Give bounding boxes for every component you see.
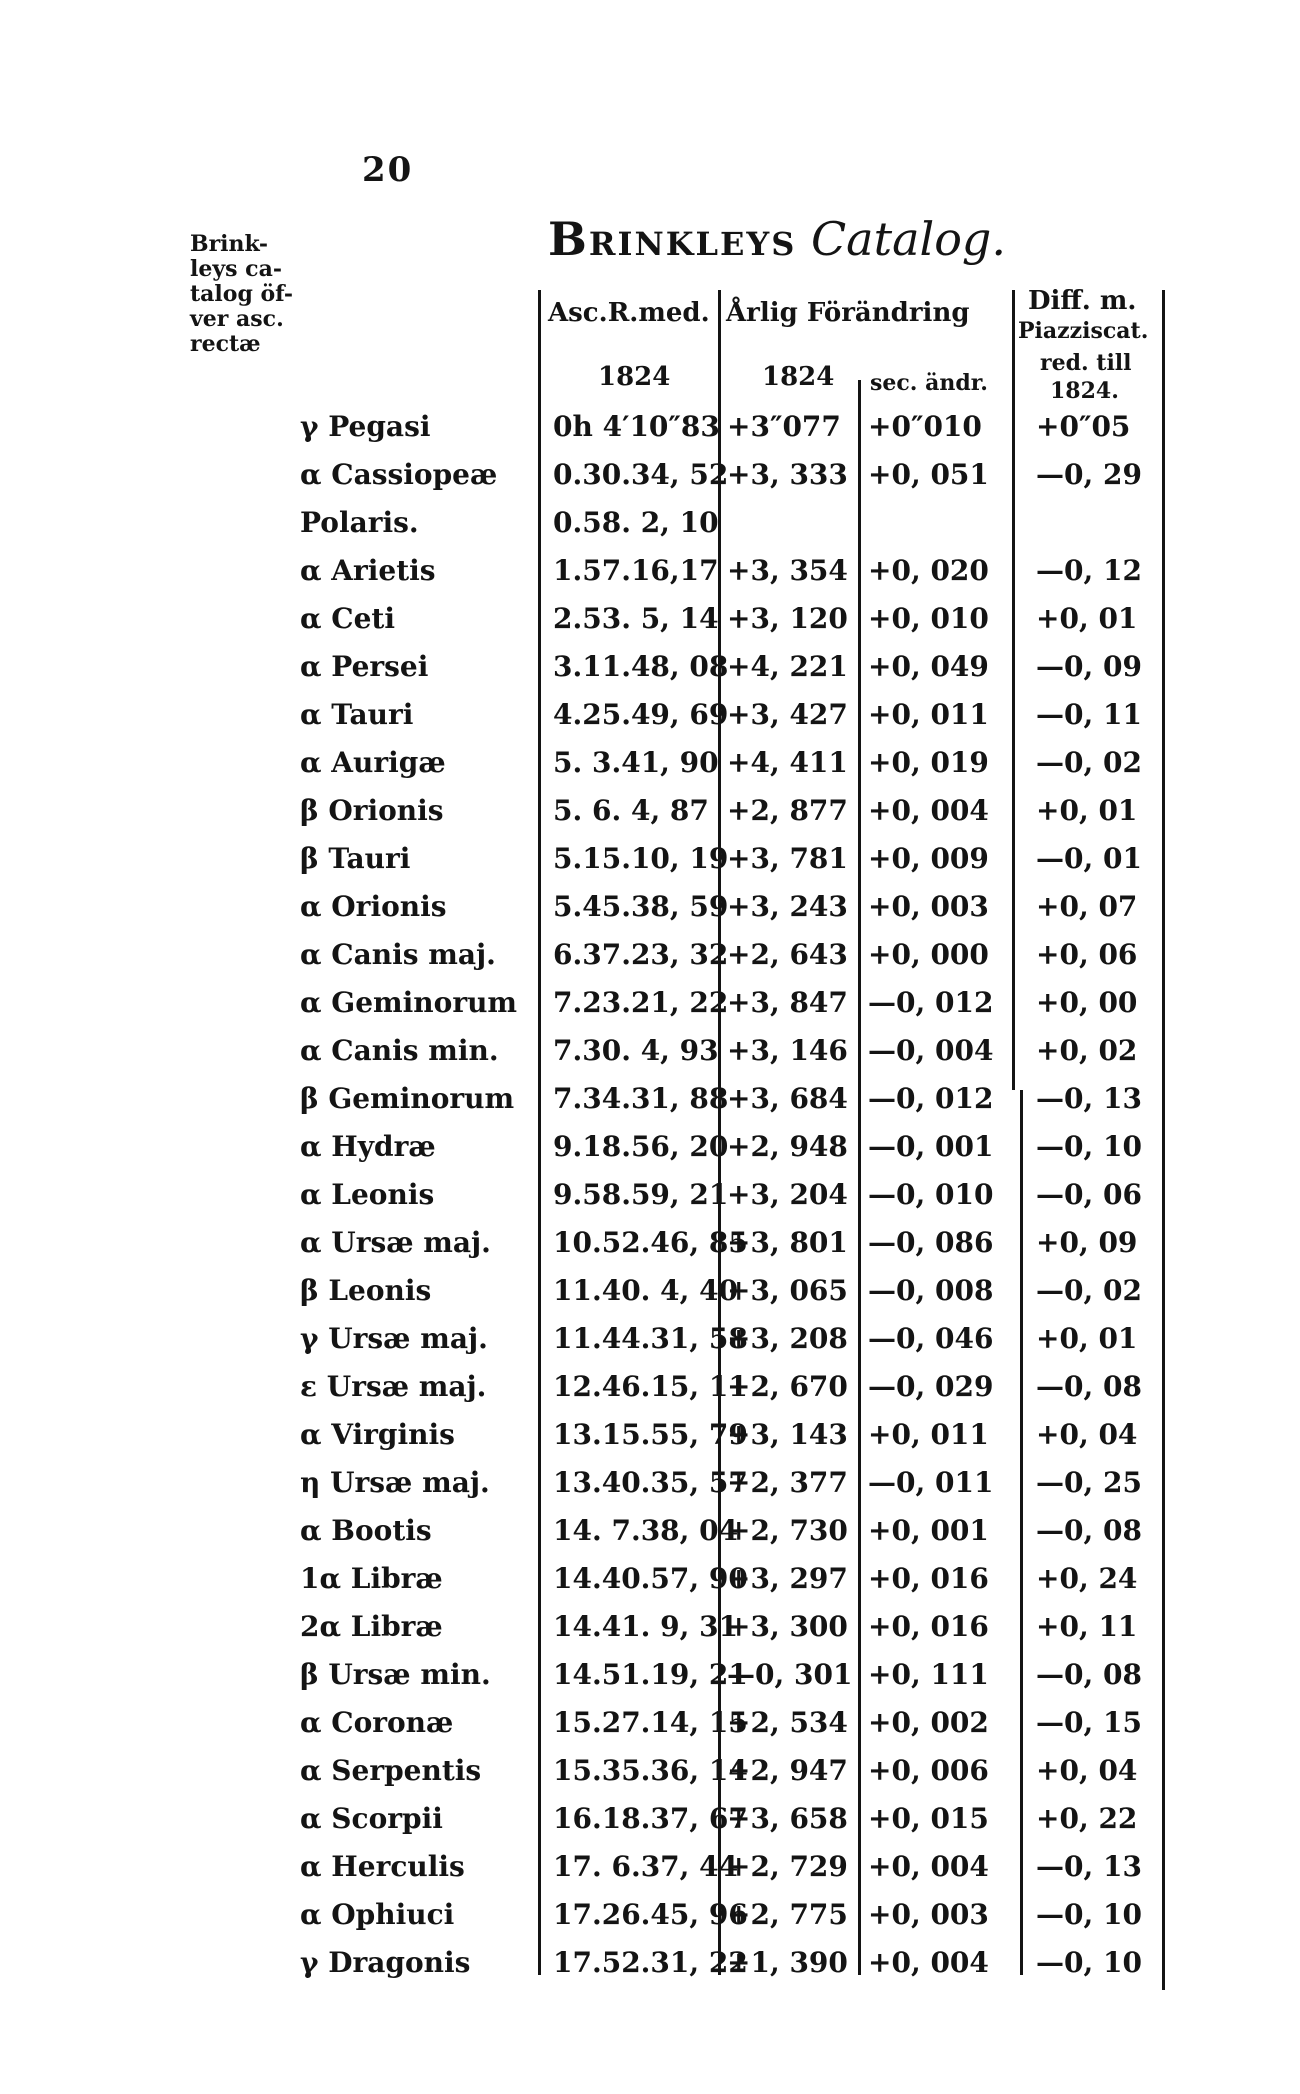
header-diff-line3: red. till [1040,350,1132,376]
diff-value: —0, 13 [1036,1082,1142,1115]
header-sec-change: sec. ändr. [870,370,988,396]
annual-change-value: +3, 658 [727,1802,848,1835]
star-name: β Ursæ min. [300,1658,491,1691]
asc-value: 7.23.21, 22 [553,986,729,1019]
asc-value: 12.46.15, 11 [553,1370,748,1403]
diff-value: +0, 02 [1036,1034,1138,1067]
sec-change-value: +0, 016 [868,1562,989,1595]
annual-change-value: +2, 948 [727,1130,848,1163]
diff-value: —0, 08 [1036,1370,1142,1403]
sec-change-value: +0, 015 [868,1802,989,1835]
star-name: γ Dragonis [300,1946,471,1979]
annual-change-value: +2, 947 [727,1754,848,1787]
annual-change-value: +2, 775 [727,1898,848,1931]
diff-value: —0, 10 [1036,1946,1142,1979]
asc-value: 14.40.57, 90 [553,1562,748,1595]
sec-change-value: +0, 019 [868,746,989,779]
sec-change-value: —0, 004 [868,1034,994,1067]
table-row [0,554,1300,602]
asc-value: 5. 6. 4, 87 [553,794,709,827]
diff-value: —0, 01 [1036,842,1142,875]
star-name: α Aurigæ [300,746,446,779]
sec-change-value: +0, 003 [868,890,989,923]
diff-value: +0, 22 [1036,1802,1138,1835]
annual-change-value: +3, 297 [727,1562,848,1595]
margin-note-line: leys ca- [190,256,282,282]
sec-change-value: +0, 016 [868,1610,989,1643]
asc-value: 17.52.31, 22 [553,1946,748,1979]
asc-value: 5. 3.41, 90 [553,746,719,779]
annual-change-value: +2, 534 [727,1706,848,1739]
star-name: α Bootis [300,1514,432,1547]
table-row [0,1562,1300,1610]
sec-change-value: —0, 029 [868,1370,994,1403]
asc-value: 7.30. 4, 93 [553,1034,719,1067]
star-name: 1α Libræ [300,1562,443,1595]
header-annual-year: 1824 [762,362,835,392]
table-row [0,1178,1300,1226]
header-diff-line2: Piazziscat. [1018,318,1149,344]
table-row [0,458,1300,506]
table-row [0,794,1300,842]
header-diff-line4: 1824. [1050,378,1119,404]
table-row [0,1514,1300,1562]
annual-change-value: +3, 208 [727,1322,848,1355]
asc-value: 6.37.23, 32 [553,938,729,971]
table-row [0,1658,1300,1706]
asc-value: 0.58. 2, 10 [553,506,719,539]
sec-change-value: +0, 000 [868,938,989,971]
asc-value: 17. 6.37, 44 [553,1850,739,1883]
margin-note-line: rectæ [190,331,261,357]
star-name: γ Pegasi [300,410,431,443]
table-row [0,698,1300,746]
sec-change-value: —0, 010 [868,1178,994,1211]
margin-note-line: Brink- [190,231,269,257]
diff-value: —0, 02 [1036,746,1142,779]
diff-value: —0, 12 [1036,554,1142,587]
asc-value: 14. 7.38, 04 [553,1514,739,1547]
star-name: α Tauri [300,698,414,731]
table-row [0,1610,1300,1658]
asc-value: 9.18.56, 20 [553,1130,729,1163]
sec-change-value: +0, 011 [868,698,989,731]
table-row [0,986,1300,1034]
header-annual-change: Årlig Förändring [726,298,970,328]
diff-value: +0, 01 [1036,794,1138,827]
annual-change-value: +3, 684 [727,1082,848,1115]
diff-value: +0, 09 [1036,1226,1138,1259]
star-name: α Serpentis [300,1754,482,1787]
table-row [0,1946,1300,1994]
diff-value: —0, 15 [1036,1706,1142,1739]
annual-change-value: +4, 221 [727,650,848,683]
sec-change-value: +0, 004 [868,1946,989,1979]
diff-value: —0, 25 [1036,1466,1142,1499]
header-diff-line1: Diff. m. [1028,286,1137,316]
sec-change-value: +0, 009 [868,842,989,875]
diff-value: +0, 06 [1036,938,1138,971]
annual-change-value: +4, 411 [727,746,848,779]
sec-change-value: —0, 001 [868,1130,994,1163]
table-row [0,650,1300,698]
diff-value: —0, 08 [1036,1658,1142,1691]
table-row [0,1034,1300,1082]
annual-change-value: +2, 877 [727,794,848,827]
sec-change-value: —0, 086 [868,1226,994,1259]
table-row [0,746,1300,794]
asc-value: 0h 4′10″83 [553,410,720,443]
table-row [0,1898,1300,1946]
annual-change-value: +2, 377 [727,1466,848,1499]
asc-value: 5.15.10, 19 [553,842,729,875]
asc-value: 7.34.31, 88 [553,1082,729,1115]
diff-value: —0, 13 [1036,1850,1142,1883]
asc-value: 0.30.34, 52 [553,458,729,491]
star-name: α Canis maj. [300,938,496,971]
star-name: α Orionis [300,890,447,923]
table-row [0,1130,1300,1178]
asc-value: 13.15.55, 79 [553,1418,748,1451]
diff-value: +0″05 [1036,410,1131,443]
star-name: γ Ursæ maj. [300,1322,488,1355]
star-name: ε Ursæ maj. [300,1370,487,1403]
table-row [0,1466,1300,1514]
star-name: α Virginis [300,1418,455,1451]
asc-value: 16.18.37, 67 [553,1802,748,1835]
star-name: β Tauri [300,842,411,875]
annual-change-value: +3, 120 [727,602,848,635]
diff-value: +0, 01 [1036,602,1138,635]
diff-value: +0, 04 [1036,1418,1138,1451]
sec-change-value: —0, 012 [868,986,994,1019]
header-asc: Asc.R.med. [548,298,710,328]
annual-change-value: +3, 300 [727,1610,848,1643]
star-name: α Cassiopeæ [300,458,498,491]
asc-value: 2.53. 5, 14 [553,602,719,635]
star-name: α Hydræ [300,1130,436,1163]
diff-value: —0, 10 [1036,1130,1142,1163]
star-name: β Orionis [300,794,444,827]
diff-value: +0, 01 [1036,1322,1138,1355]
sec-change-value: —0, 011 [868,1466,994,1499]
asc-value: 13.40.35, 57 [553,1466,748,1499]
title-name: Brinkleys [548,212,797,266]
annual-change-value: +3, 143 [727,1418,848,1451]
annual-change-value: +2, 643 [727,938,848,971]
sec-change-value: —0, 008 [868,1274,994,1307]
star-name: α Arietis [300,554,436,587]
sec-change-value: +0, 010 [868,602,989,635]
star-name: α Scorpii [300,1802,443,1835]
margin-note [190,232,340,357]
annual-change-value: +3, 146 [727,1034,848,1067]
asc-value: 1.57.16,17 [553,554,719,587]
annual-change-value: +3, 847 [727,986,848,1019]
diff-value: —0, 02 [1036,1274,1142,1307]
table-row [0,890,1300,938]
diff-value: —0, 08 [1036,1514,1142,1547]
asc-value: 5.45.38, 59 [553,890,729,923]
star-name: α Ursæ maj. [300,1226,491,1259]
asc-value: 14.41. 9, 31 [553,1610,739,1643]
annual-change-value: +2, 670 [727,1370,848,1403]
asc-value: 15.35.36, 14 [553,1754,748,1787]
table-row [0,1322,1300,1370]
margin-note-line: talog öf- [190,281,293,307]
sec-change-value: +0, 049 [868,650,989,683]
table-row [0,1418,1300,1466]
sec-change-value: +0, 001 [868,1514,989,1547]
annual-change-value: +3, 427 [727,698,848,731]
diff-value: —0, 10 [1036,1898,1142,1931]
asc-value: 10.52.46, 85 [553,1226,748,1259]
diff-value: +0, 24 [1036,1562,1138,1595]
asc-value: 11.40. 4, 40 [553,1274,739,1307]
star-name: α Coronæ [300,1706,454,1739]
sec-change-value: +0, 004 [868,1850,989,1883]
diff-value: +0, 07 [1036,890,1138,923]
annual-change-value: +3, 065 [727,1274,848,1307]
annual-change-value: +3, 333 [727,458,848,491]
star-name: α Ophiuci [300,1898,455,1931]
star-name: α Persei [300,650,429,683]
table-row [0,842,1300,890]
sec-change-value: +0, 051 [868,458,989,491]
margin-note-line: ver asc. [190,306,284,332]
table-row [0,1082,1300,1130]
table-row [0,1802,1300,1850]
star-name: α Leonis [300,1178,435,1211]
page-title [548,212,1006,266]
diff-value: —0, 06 [1036,1178,1142,1211]
asc-value: 15.27.14, 15 [553,1706,748,1739]
star-name: α Canis min. [300,1034,499,1067]
annual-change-value: +3, 354 [727,554,848,587]
table-row [0,1850,1300,1898]
table-row [0,1754,1300,1802]
table-row [0,506,1300,554]
annual-change-value: +3, 801 [727,1226,848,1259]
annual-change-value: +2, 729 [727,1850,848,1883]
annual-change-value: +1, 390 [727,1946,848,1979]
table-row [0,938,1300,986]
annual-change-value: +3, 243 [727,890,848,923]
asc-value: 17.26.45, 96 [553,1898,748,1931]
star-name: β Leonis [300,1274,432,1307]
table-row [0,410,1300,458]
star-name: β Geminorum [300,1082,515,1115]
table-row [0,1226,1300,1274]
star-name: Polaris. [300,506,419,539]
diff-value: +0, 00 [1036,986,1138,1019]
star-name: α Herculis [300,1850,465,1883]
header-asc-year: 1824 [598,362,671,392]
sec-change-value: +0, 003 [868,1898,989,1931]
sec-change-value: +0″010 [868,410,982,443]
diff-value: —0, 09 [1036,650,1142,683]
diff-value: +0, 11 [1036,1610,1138,1643]
asc-value: 4.25.49, 69 [553,698,729,731]
table-row [0,1370,1300,1418]
sec-change-value: —0, 012 [868,1082,994,1115]
diff-value: —0, 29 [1036,458,1142,491]
sec-change-value: +0, 004 [868,794,989,827]
sec-change-value: +0, 111 [868,1658,989,1691]
asc-value: 11.44.31, 58 [553,1322,748,1355]
star-name: η Ursæ maj. [300,1466,490,1499]
star-name: α Ceti [300,602,395,635]
asc-value: 9.58.59, 21 [553,1178,729,1211]
sec-change-value: —0, 046 [868,1322,994,1355]
sec-change-value: +0, 002 [868,1706,989,1739]
annual-change-value: —0, 301 [727,1658,853,1691]
asc-value: 14.51.19, 21 [553,1658,748,1691]
diff-value: —0, 11 [1036,698,1142,731]
sec-change-value: +0, 020 [868,554,989,587]
page-number: 20 [362,150,414,190]
sec-change-value: +0, 006 [868,1754,989,1787]
annual-change-value: +3″077 [727,410,841,443]
star-name: α Geminorum [300,986,518,1019]
star-name: 2α Libræ [300,1610,443,1643]
asc-value: 3.11.48, 08 [553,650,729,683]
annual-change-value: +2, 730 [727,1514,848,1547]
title-word: Catalog. [810,212,1006,266]
table-row [0,1706,1300,1754]
diff-value: +0, 04 [1036,1754,1138,1787]
annual-change-value: +3, 781 [727,842,848,875]
table-row [0,1274,1300,1322]
table-row [0,602,1300,650]
sec-change-value: +0, 011 [868,1418,989,1451]
annual-change-value: +3, 204 [727,1178,848,1211]
